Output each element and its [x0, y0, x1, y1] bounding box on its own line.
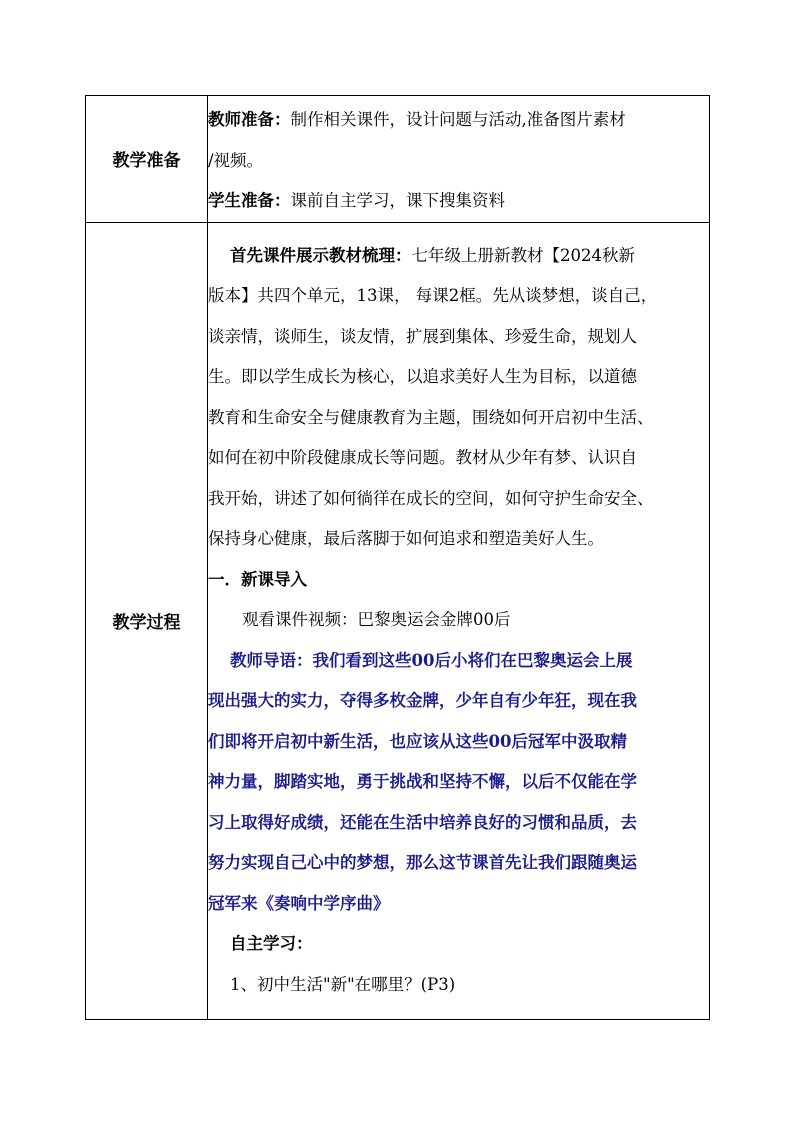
teacher-prep-text-2: /视频。: [208, 150, 264, 170]
guide-line-6: 冠军来《奏响中学序曲》: [208, 893, 390, 913]
teacher-prep-line: [208, 100, 709, 141]
question-1: 1、初中生活"新"在哪里？(P3): [230, 974, 456, 994]
intro-line-1: 版本】共四个单元，13课， 每课2框。先从谈梦想，谈自己，: [208, 286, 658, 306]
guide-line-4: 习上取得好成绩，还能在生活中培养良好的习惯和品质，去: [208, 812, 637, 832]
self-study-heading: 自主学习：: [230, 934, 313, 954]
student-prep-line: [208, 181, 709, 222]
student-prep-key: 学生准备：: [208, 191, 291, 210]
intro-text-0: 七年级上册新教材【2024秋新: [411, 245, 635, 265]
process-row: [86, 222, 710, 1019]
intro-line-7: 保持身心健康，最后落脚于如何追求和塑造美好人生。: [208, 529, 604, 549]
intro-line-0: [208, 236, 709, 277]
intro-line-3: 生。即以学生成长为核心，以追求美好人生为目标，以道德: [208, 367, 637, 387]
prep-row: [86, 96, 710, 223]
guide-line-2: 们即将开启初中新生活，也应该从这些00后冠军中汲取精: [208, 731, 627, 751]
guide-line-0: 教师导语：我们看到这些00后小将们在巴黎奥运会上展: [230, 650, 633, 670]
lesson-plan-table: [85, 95, 710, 1020]
prep-content: [208, 96, 710, 223]
section-title: 一．新课导入: [208, 569, 307, 589]
video-line: 观看课件视频：巴黎奥运会金牌00后: [242, 610, 511, 630]
process-label: 教学过程: [86, 222, 208, 1019]
guide-line-1: 现出强大的实力，夺得多枚金牌，少年自有少年狂，现在我: [208, 691, 637, 711]
intro-line-5: 如何在初中阶段健康成长等问题。教材从少年有梦、认识自: [208, 448, 637, 468]
guide-line-5: 努力实现自己心中的梦想，那么这节课首先让我们跟随奥运: [208, 853, 637, 873]
process-content: [208, 222, 710, 1019]
prep-label: 教学准备: [86, 96, 208, 223]
intro-line-4: 教育和生命安全与健康教育为主题，围绕如何开启初中生活、: [208, 407, 654, 427]
teacher-prep-text-1: 制作相关课件，设计问题与活动,准备图片素材: [290, 110, 626, 129]
student-prep-text: 课前自主学习，课下搜集资料: [290, 191, 505, 210]
intro-line-2: 谈亲情，谈师生，谈友情，扩展到集体、珍爱生命，规划人: [208, 326, 637, 346]
guide-line-3: 神力量，脚踏实地，勇于挑战和坚持不懈，以后不仅能在学: [208, 772, 637, 792]
intro-key: 首先课件展示教材梳理：: [230, 245, 412, 265]
intro-line-6: 我开始，讲述了如何徜徉在成长的空间，如何守护生命安全、: [208, 488, 654, 508]
teacher-prep-key: 教师准备：: [208, 110, 291, 129]
